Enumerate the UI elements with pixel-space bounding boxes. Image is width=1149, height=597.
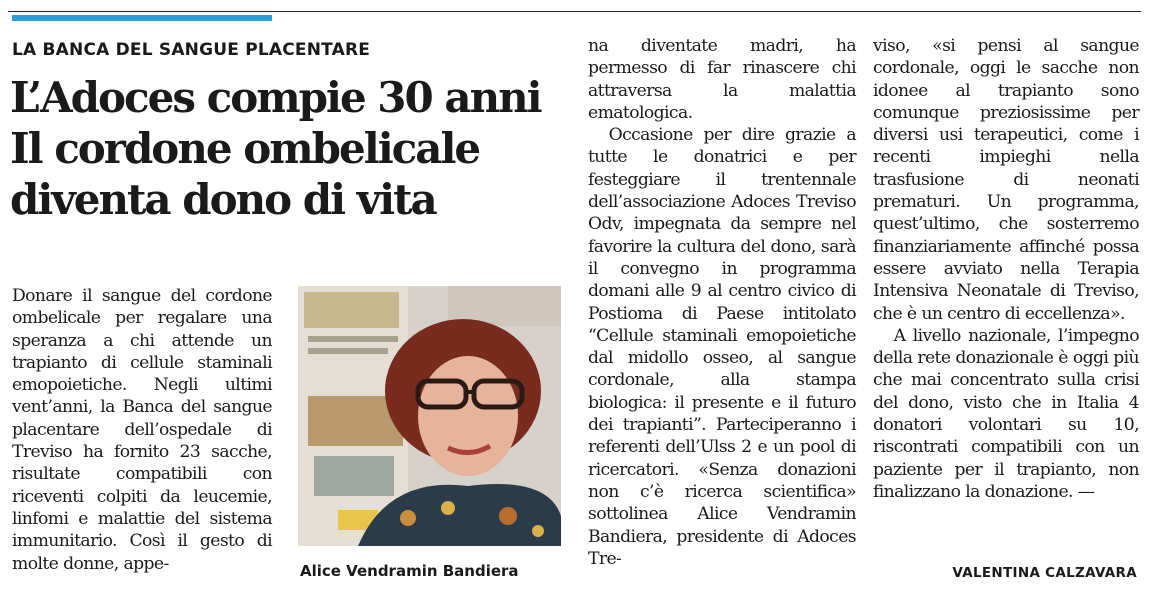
byline: VALENTINA CALZAVARA <box>952 565 1137 581</box>
headline-line-2: Il cordone ombelicale <box>10 124 480 173</box>
paragraph: viso, «si pensi al sangue cordonale, oggi le sacche non idonee al trapianto sono comunque preziosissime per diversi usi terapeutici, come i recenti impieghi nella trasfusione di neonati prematuri. Un programma, quest’ultimo, che sosterremo finanziariamente affinché possa essere avviato nella Terapia Intensiva Neonatale di Treviso, che è un centro di eccellenza». <box>873 36 1139 324</box>
article-column-2 <box>588 35 856 570</box>
section-accent-bar <box>12 15 272 21</box>
paragraph: A livello nazionale, l’impegno della rete donazionale è oggi più che mai concentrato sulla crisi del dono, visto che in Italia 4 donatori volontari su 10, riscontrati compatibili con un paziente per il trapianto, non finalizzano la donazione. — <box>873 325 1139 502</box>
kicker: LA BANCA DEL SANGUE PLACENTARE <box>12 40 371 60</box>
headline-line-3: diventa dono di vita <box>10 175 436 224</box>
portrait-photo-icon <box>298 286 561 546</box>
photo-caption: Alice Vendramin Bandiera <box>300 562 519 580</box>
paragraph: na diventate madri, ha permesso di far rinascere chi attraversa la malattia ematologica. <box>588 36 856 123</box>
portrait-photo <box>298 286 561 546</box>
headline-line-1: L’Adoces compie 30 anni <box>10 73 541 122</box>
top-rule <box>8 11 1141 12</box>
paragraph: Occasione per dire grazie a tutte le donatrici e per festeggiare il trentennale dell’associazione Adoces Treviso Odv, impegnata da sempre nel favorire la cultura del dono, sarà il convegno in programma domani alle 9 al centro civico di Postioma di Paese intitolato “Cellule staminali emopoietiche dal midollo osseo, al sangue cordonale, alla stampa biologica: il presente e il futuro dei trapianti”. Parteciperanno i referenti dell’Ulss 2 e un pool di ricercatori. «Senza donazioni non c’è ricerca scientifica» sottolinea Alice Vendramin Bandiera, presidente di Adoces Tre- <box>588 125 856 569</box>
article-column-1 <box>12 285 272 575</box>
paragraph: Donare il sangue del cordone ombelicale per regalare una speranza a chi attende un trapianto di cellule staminali emopoietiche. Negli ultimi vent’anni, la Banca del sangue placentare dell’ospedale di Treviso ha fornito 23 sacche, risultate compatibili con riceventi colpiti da leucemie, linfomi e malattie del sistema immunitario. Così il gesto di molte donne, appe- <box>12 286 272 574</box>
article-column-3 <box>873 35 1139 503</box>
headline <box>10 72 575 225</box>
